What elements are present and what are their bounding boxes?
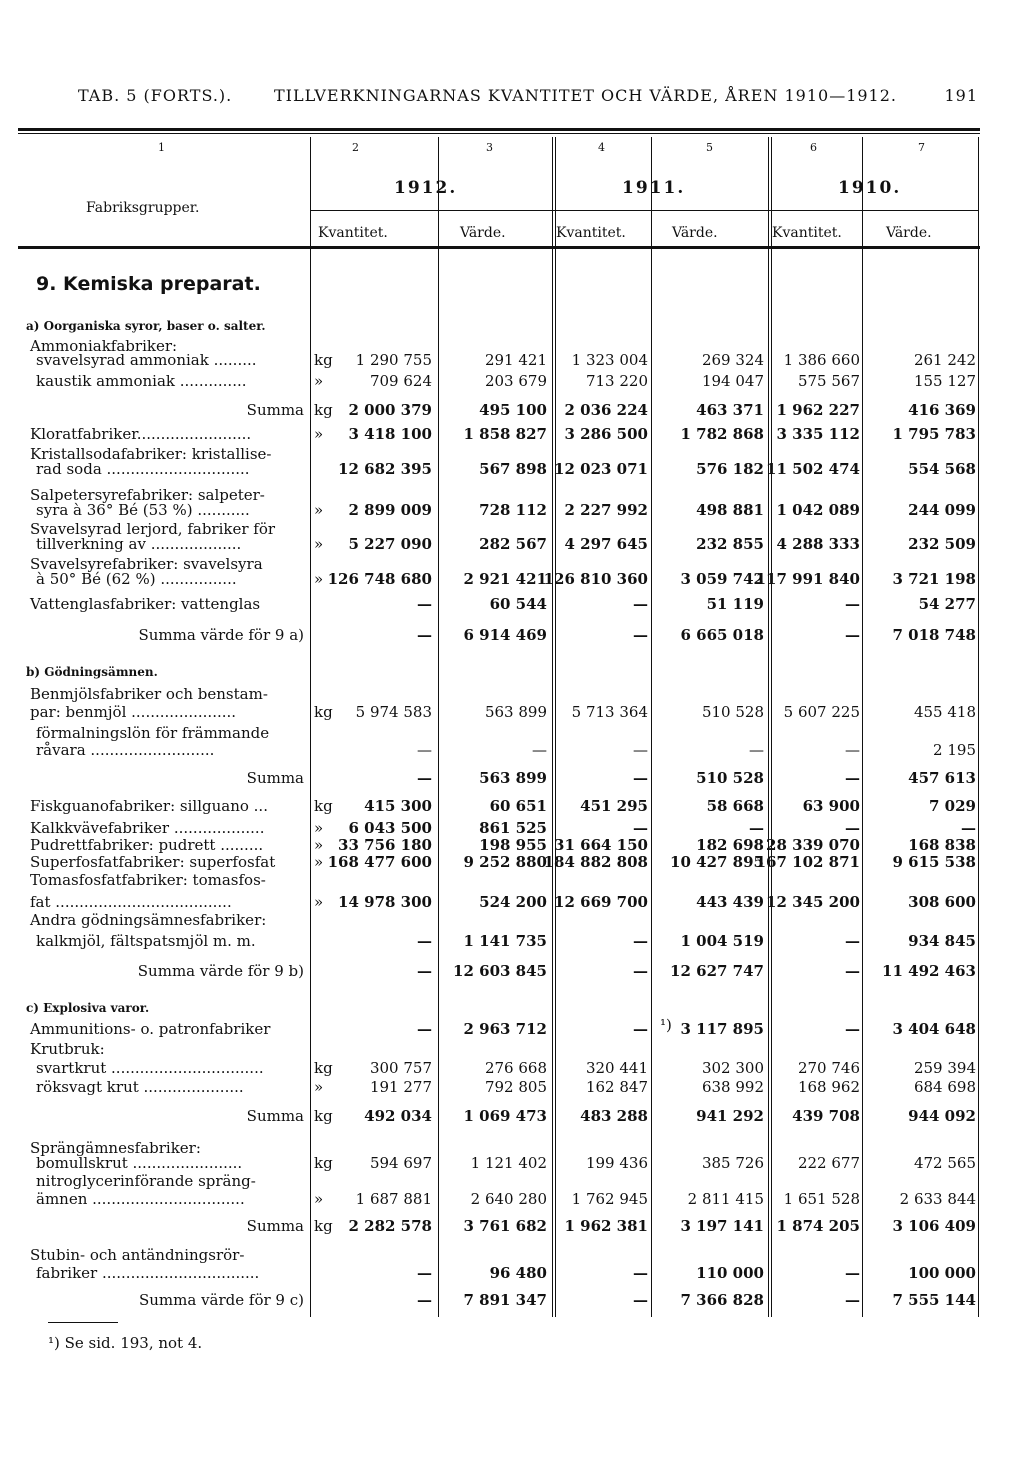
table-cell: 261 242 (913, 351, 976, 369)
table-cell: 6 043 500 (348, 819, 432, 837)
table-cell: — (417, 1291, 432, 1309)
table-cell: 269 324 (701, 351, 764, 369)
table-cell: 7 018 748 (892, 626, 976, 644)
row-label: fabriker ................................. (36, 1264, 260, 1282)
table-cell: 3 197 141 (680, 1217, 764, 1235)
row-label: kalkmjöl, fältspatsmjöl m. m. (36, 932, 256, 950)
group-header: Fabriksgrupper. (86, 200, 200, 216)
table-cell: 31 664 150 (554, 836, 648, 854)
row-label: Fiskguanofabriker: sillguano ... (30, 797, 268, 815)
table-cell: 1 782 868 (680, 425, 764, 443)
row-label: tillverkning av ................... (36, 535, 242, 553)
table-cell: 12 682 395 (338, 460, 432, 478)
row-label: Kloratfabriker........................ (30, 425, 252, 443)
table-cell: 492 034 (364, 1107, 432, 1125)
table-cell: — (633, 769, 648, 787)
row-label: Salpetersyrefabriker: salpeter- (30, 486, 265, 504)
table-cell: 1 042 089 (776, 501, 860, 519)
row-label: röksvagt krut ..................... (36, 1078, 244, 1096)
row-label: Stubin- och antändningsrör- (30, 1246, 245, 1264)
row-label: fat ..................................... (30, 893, 232, 911)
table-cell: — (633, 1020, 648, 1038)
page-header (78, 86, 978, 116)
table-cell: — (845, 1264, 860, 1282)
year-header: 1912. (394, 178, 458, 198)
table-cell: — (845, 595, 860, 613)
unit-cell: kg (314, 1154, 333, 1172)
table-cell: 14 978 300 (338, 893, 432, 911)
row-label: nitroglycerinförande spräng- (36, 1172, 256, 1190)
table-cell: — (633, 819, 648, 837)
table-cell: 259 394 (913, 1059, 976, 1077)
table-cell: 1 762 945 (571, 1190, 648, 1208)
table-cell: 728 112 (479, 501, 547, 519)
unit-cell: kg (314, 703, 333, 721)
table-cell: 495 100 (479, 401, 547, 419)
table-cell: — (532, 741, 547, 759)
row-label: Summa värde för 9 a) (138, 626, 304, 644)
table-cell: 117 991 840 (755, 570, 860, 588)
table-cell: 167 102 871 (755, 853, 860, 871)
table-cell: 4 288 333 (776, 535, 860, 553)
row-label: Summa (246, 769, 304, 787)
row-label: Vattenglasfabriker: vattenglas (30, 595, 261, 613)
unit-cell: » (314, 570, 324, 588)
column-number: 2 (352, 141, 359, 154)
table-cell: 451 295 (580, 797, 648, 815)
table-cell: 510 528 (701, 703, 764, 721)
table-cell: 3 335 112 (776, 425, 860, 443)
table-cell: 184 882 808 (543, 853, 648, 871)
top-rule-thin (18, 133, 980, 134)
value-header: Värde. (886, 225, 932, 241)
table-cell: 162 847 (585, 1078, 648, 1096)
table-cell: 1 795 783 (892, 425, 976, 443)
table-cell: 33 756 180 (338, 836, 432, 854)
unit-cell: kg (314, 351, 333, 369)
table-cell: 300 757 (369, 1059, 432, 1077)
table-cell: — (417, 626, 432, 644)
column-number: 6 (810, 141, 817, 154)
table-cell: — (417, 962, 432, 980)
table-cell: 5 607 225 (783, 703, 860, 721)
year-header: 1910. (838, 178, 902, 198)
table-cell: 5 227 090 (348, 535, 432, 553)
table-cell: 1 962 227 (776, 401, 860, 419)
header-bottom-rule (18, 246, 980, 249)
table-cell: 182 698 (696, 836, 764, 854)
table-cell: 10 427 895 (670, 853, 764, 871)
table-cell: 12 345 200 (766, 893, 860, 911)
unit-cell: » (314, 535, 324, 553)
table-cell: — (961, 819, 976, 837)
table-cell: 2 227 992 (564, 501, 648, 519)
table-cell: — (845, 741, 860, 759)
table-cell: 385 726 (701, 1154, 764, 1172)
column-rule (552, 137, 553, 1317)
table-cell: 194 047 (701, 372, 764, 390)
table-cell: 576 182 (696, 460, 764, 478)
quantity-header: Kvantitet. (318, 225, 388, 241)
table-cell: 1 962 381 (564, 1217, 648, 1235)
row-label: à 50° Bé (62 %) ................ (36, 570, 237, 588)
unit-cell: kg (314, 1217, 333, 1235)
row-label: råvara .......................... (36, 741, 215, 759)
table-cell: 168 838 (908, 836, 976, 854)
row-label: Summa (246, 1107, 304, 1125)
footnote-rule (48, 1322, 118, 1323)
table-cell: 463 371 (696, 401, 764, 419)
column-number: 5 (706, 141, 713, 154)
value-header: Värde. (460, 225, 506, 241)
table-cell: 524 200 (479, 893, 547, 911)
row-label: Tomasfosfatfabriker: tomasfos- (30, 871, 266, 889)
value-header: Värde. (672, 225, 718, 241)
table-cell: 282 567 (479, 535, 547, 553)
table-cell: — (845, 1291, 860, 1309)
table-cell: — (845, 626, 860, 644)
table-cell: 792 805 (484, 1078, 547, 1096)
table-cell: 203 679 (484, 372, 547, 390)
table-cell: 638 992 (701, 1078, 764, 1096)
row-label: Kristallsodafabriker: kristallise- (30, 445, 272, 463)
row-label: syra à 36° Bé (53 %) ........... (36, 501, 250, 519)
table-cell: 6 914 469 (463, 626, 547, 644)
table-cell: 861 525 (479, 819, 547, 837)
table-cell: — (417, 769, 432, 787)
row-label: b) Gödningsämnen. (26, 665, 158, 679)
table-cell: 320 441 (585, 1059, 648, 1077)
table-cell: 5 713 364 (571, 703, 648, 721)
table-cell: 567 898 (479, 460, 547, 478)
table-cell: 270 746 (797, 1059, 860, 1077)
row-label: Superfosfatfabriker: superfosfat (30, 853, 276, 871)
table-cell: 60 544 (489, 595, 547, 613)
table-cell: — (633, 741, 648, 759)
table-cell: 9 615 538 (892, 853, 976, 871)
column-rule (862, 137, 863, 1317)
row-label: Summa (246, 401, 304, 419)
unit-cell: » (314, 372, 324, 390)
year-header: 1911. (622, 178, 686, 198)
table-cell: 1 069 473 (463, 1107, 547, 1125)
column-rule (768, 137, 769, 1317)
row-label: Svavelsyrad lerjord, fabriker för (30, 520, 276, 538)
table-cell: 2 195 (933, 741, 976, 759)
table-cell: 439 708 (792, 1107, 860, 1125)
table-cell: 1 121 402 (470, 1154, 547, 1172)
table-cell: 7 891 347 (463, 1291, 547, 1309)
table-cell: 713 220 (585, 372, 648, 390)
table-cell: 2 640 280 (470, 1190, 547, 1208)
table-cell: 1 651 528 (783, 1190, 860, 1208)
table-cell: 4 297 645 (564, 535, 648, 553)
row-label: Krutbruk: (30, 1040, 105, 1058)
table-cell: 199 436 (585, 1154, 648, 1172)
unit-cell: » (314, 853, 324, 871)
footnote-marker: ¹) (660, 1016, 672, 1034)
table-cell: 12 627 747 (670, 962, 764, 980)
table-cell: 3 117 895 (680, 1020, 764, 1038)
table-cell: — (417, 932, 432, 950)
unit-cell: » (314, 893, 324, 911)
table-cell: — (845, 962, 860, 980)
column-rule-double (771, 137, 772, 1317)
table-cell: 1 290 755 (355, 351, 432, 369)
row-label: Ammunitions- o. patronfabriker (30, 1020, 271, 1038)
unit-cell: kg (314, 797, 333, 815)
row-label: Andra gödningsämnesfabriker: (30, 911, 267, 929)
table-cell: 2 899 009 (348, 501, 432, 519)
row-label: Ammoniakfabriker: (30, 337, 178, 355)
row-label: Kalkkvävefabriker ................... (30, 819, 265, 837)
table-cell: — (845, 769, 860, 787)
table-cell: 941 292 (696, 1107, 764, 1125)
table-cell: — (417, 1264, 432, 1282)
table-cell: 563 899 (484, 703, 547, 721)
table-cell: 9 252 880 (463, 853, 547, 871)
row-label: Benmjölsfabriker och benstam- (30, 685, 268, 703)
row-label: förmalningslön för främmande (36, 724, 270, 742)
row-label: svavelsyrad ammoniak ......... (36, 351, 257, 369)
table-cell: 12 669 700 (554, 893, 648, 911)
table-cell: 2 633 844 (899, 1190, 976, 1208)
table-cell: 1 874 205 (776, 1217, 860, 1235)
table-cell: 232 855 (696, 535, 764, 553)
column-rule-double (555, 137, 556, 1317)
table-cell: 3 761 682 (463, 1217, 547, 1235)
table-cell: 1 386 660 (783, 351, 860, 369)
table-cell: 2 036 224 (564, 401, 648, 419)
table-cell: 498 881 (696, 501, 764, 519)
table-cell: 63 900 (802, 797, 860, 815)
table-cell: 594 697 (369, 1154, 432, 1172)
table-cell: 54 277 (918, 595, 976, 613)
table-cell: 3 404 648 (892, 1020, 976, 1038)
unit-cell: » (314, 836, 324, 854)
table-reference: TAB. 5 (FORTS.). (78, 86, 233, 105)
row-label: par: benmjöl ...................... (30, 703, 237, 721)
unit-cell: » (314, 819, 324, 837)
table-cell: — (845, 932, 860, 950)
table-cell: 2 000 379 (348, 401, 432, 419)
table-cell: 308 600 (908, 893, 976, 911)
table-cell: 7 029 (929, 797, 976, 815)
table-cell: 276 668 (484, 1059, 547, 1077)
table-cell: 5 974 583 (355, 703, 432, 721)
table-cell: 155 127 (913, 372, 976, 390)
column-rule (651, 137, 652, 1317)
table-cell: 472 565 (913, 1154, 976, 1172)
unit-cell: » (314, 1190, 324, 1208)
table-cell: 96 480 (489, 1264, 547, 1282)
row-label: svartkrut ................................ (36, 1059, 264, 1077)
table-cell: 3 418 100 (348, 425, 432, 443)
table-cell: 457 613 (908, 769, 976, 787)
table-cell: 198 955 (479, 836, 547, 854)
row-label: ämnen ................................ (36, 1190, 245, 1208)
table-cell: — (417, 1020, 432, 1038)
row-label: 9. Kemiska preparat. (36, 273, 261, 295)
table-cell: 2 282 578 (348, 1217, 432, 1235)
row-label: kaustik ammoniak .............. (36, 372, 247, 390)
table-cell: 60 651 (489, 797, 547, 815)
table-cell: 6 665 018 (680, 626, 764, 644)
table-cell: 1 004 519 (680, 932, 764, 950)
page-title: TILLVERKNINGARNAS KVANTITET OCH VÄRDE, ÅREN 1910—1912. (274, 86, 897, 105)
quantity-header: Kvantitet. (772, 225, 842, 241)
unit-cell: » (314, 501, 324, 519)
footnote: ¹) Se sid. 193, not 4. (48, 1334, 203, 1352)
table-cell: 100 000 (908, 1264, 976, 1282)
top-rule (18, 128, 980, 131)
table-cell: 415 300 (364, 797, 432, 815)
table-cell: 291 421 (484, 351, 547, 369)
table-cell: — (633, 1264, 648, 1282)
table-cell: 168 477 600 (327, 853, 432, 871)
table-cell: — (633, 932, 648, 950)
unit-cell: » (314, 1078, 324, 1096)
row-label: a) Oorganiska syror, baser o. salter. (26, 319, 266, 333)
table-cell: — (749, 741, 764, 759)
unit-cell: » (314, 425, 324, 443)
unit-cell: kg (314, 1059, 333, 1077)
row-label: bomullskrut ....................... (36, 1154, 243, 1172)
unit-cell: kg (314, 1107, 333, 1125)
row-label: Summa värde för 9 b) (137, 962, 304, 980)
table-cell: 2 811 415 (687, 1190, 764, 1208)
column-number: 3 (486, 141, 493, 154)
table-cell: 168 962 (797, 1078, 860, 1096)
year-underline (310, 210, 978, 211)
table-cell: 3 059 742 (680, 570, 764, 588)
table-cell: 7 366 828 (680, 1291, 764, 1309)
table-cell: 934 845 (908, 932, 976, 950)
table-cell: — (633, 626, 648, 644)
table-cell: 416 369 (908, 401, 976, 419)
table-cell: 222 677 (797, 1154, 860, 1172)
table-cell: 2 921 421 (463, 570, 547, 588)
table-cell: — (845, 819, 860, 837)
table-cell: 232 509 (908, 535, 976, 553)
table-cell: — (845, 1020, 860, 1038)
row-label: Svavelsyrefabriker: svavelsyra (30, 555, 263, 573)
row-label: rad soda .............................. (36, 460, 250, 478)
table-cell: 58 668 (706, 797, 764, 815)
row-label: Summa (246, 1217, 304, 1235)
column-rule (978, 137, 979, 1317)
table-cell: 28 339 070 (766, 836, 860, 854)
column-number: 7 (918, 141, 925, 154)
table-cell: 244 099 (908, 501, 976, 519)
table-cell: 11 502 474 (766, 460, 860, 478)
row-label: Pudrettfabriker: pudrett ......... (30, 836, 264, 854)
table-cell: 709 624 (369, 372, 432, 390)
table-cell: 3 721 198 (892, 570, 976, 588)
row-label: c) Explosiva varor. (26, 1001, 150, 1015)
table-cell: 443 439 (696, 893, 764, 911)
table-cell: 575 567 (797, 372, 860, 390)
table-cell: 7 555 144 (892, 1291, 976, 1309)
table-cell: — (749, 819, 764, 837)
column-rule (310, 137, 311, 1317)
table-cell: — (633, 1291, 648, 1309)
table-cell: — (633, 595, 648, 613)
table-cell: — (417, 595, 432, 613)
table-cell: 554 568 (908, 460, 976, 478)
table-cell: 1 858 827 (463, 425, 547, 443)
table-cell: — (417, 741, 432, 759)
table-cell: 3 286 500 (564, 425, 648, 443)
quantity-header: Kvantitet. (556, 225, 626, 241)
table-cell: 510 528 (696, 769, 764, 787)
table-cell: 191 277 (369, 1078, 432, 1096)
unit-cell: kg (314, 401, 333, 419)
table-cell: 483 288 (580, 1107, 648, 1125)
table-cell: 1 141 735 (463, 932, 547, 950)
table-cell: 2 963 712 (463, 1020, 547, 1038)
column-number: 1 (158, 141, 165, 154)
row-label: Summa värde för 9 c) (138, 1291, 304, 1309)
column-rule (438, 137, 439, 1317)
table-cell: 3 106 409 (892, 1217, 976, 1235)
table-cell: 12 603 845 (453, 962, 547, 980)
table-cell: — (633, 962, 648, 980)
table-cell: 302 300 (701, 1059, 764, 1077)
column-number: 4 (598, 141, 605, 154)
table-cell: 11 492 463 (882, 962, 976, 980)
table-cell: 51 119 (706, 595, 764, 613)
table-cell: 12 023 071 (554, 460, 648, 478)
table-cell: 1 687 881 (355, 1190, 432, 1208)
table-cell: 455 418 (913, 703, 976, 721)
table-cell: 944 092 (908, 1107, 976, 1125)
table-cell: 563 899 (479, 769, 547, 787)
row-label: Sprängämnesfabriker: (30, 1139, 201, 1157)
table-cell: 684 698 (913, 1078, 976, 1096)
table-cell: 126 748 680 (327, 570, 432, 588)
table-cell: 1 323 004 (571, 351, 648, 369)
table-cell: 110 000 (696, 1264, 764, 1282)
table-cell: 126 810 360 (543, 570, 648, 588)
page-number: 191 (944, 86, 978, 105)
